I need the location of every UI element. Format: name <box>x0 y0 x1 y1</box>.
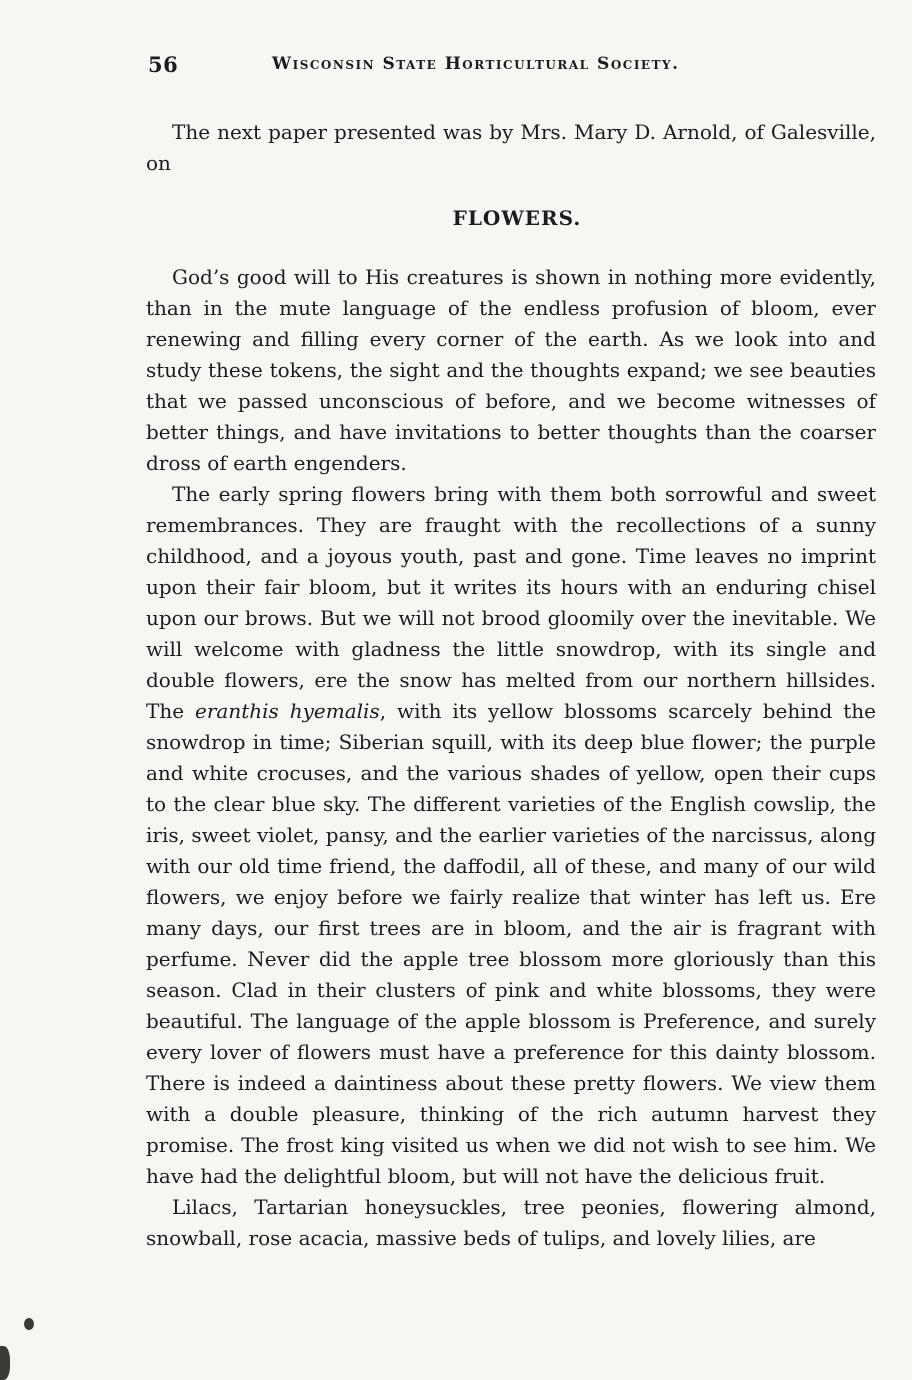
running-head <box>148 52 776 82</box>
section-title: FLOWERS. <box>452 206 582 230</box>
ink-edge-mark <box>0 1346 10 1380</box>
paragraph-2-italic-term: eranthis hyemalis <box>195 699 380 723</box>
paragraph-1: God’s good will to His creatures is shown in nothing more evidently, than in the mute language of the endless profusion of bloom, ever renewing and filling every corner of the earth. As we look into and study these tokens, the sight and the thoughts expand; we see beauties that we passed unconscious of before, and we become witnesses of better things, and have invitations to better thoughts than the coarser dross of earth engenders. <box>146 265 876 475</box>
ink-blot-mark <box>24 1318 34 1330</box>
paragraph-2 <box>146 479 876 1192</box>
intro-paragraph: The next paper presented was by Mrs. Mary D. Arnold, of Galesville, on <box>146 120 876 175</box>
article-body <box>146 117 876 1254</box>
paragraph-3: Lilacs, Tartarian honeysuckles, tree peonies, flowering almond, snowball, rose acacia, massive beds of tulips, and lovely lilies, are <box>146 1195 876 1250</box>
paragraph-2-text-after: , with its yellow blossoms scarcely behind the snowdrop in time; Siberian squill, with its deep blue flower; the purple and white crocuses, and the various shades of yellow, open their cups to the clear blue sky. The different varieties of the English cowslip, the iris, sweet violet, pansy, and the earlier varieties of the narcissus, along with our old time friend, the daffodil, all of these, and many of our wild flowers, we enjoy before we fairly realize that winter has left us. Ere many days, our first trees are in bloom, and the air is fragrant with perfume. Never did the apple tree blossom more gloriously than this season. Clad in their clusters of pink and white blossoms, they were beautiful. The language of the apple blossom is Preference, and surely every lover of flowers must have a preference for this dainty blossom. There is indeed a daintiness about these pretty flowers. We view them with a double pleasure, thinking of the rich autumn harvest they promise. The frost king visited us when we did not wish to see him. We have had the delightful bloom, but will not have the delicious fruit. <box>146 699 877 1188</box>
running-head-title: Wisconsin State Horticultural Society. <box>272 54 680 74</box>
paragraph-2-text-before: The early spring flowers bring with them both sorrowful and sweet remembrances. They are fraught with the recollections of a sunny childhood, and a joyous youth, past and gone. Time leaves no imprint upon their fair bloom, but it writes its hours with an enduring chisel upon our brows. But we will not brood gloomily over the inevitable. We will welcome with gladness the little snowdrop, with its single and double flowers, ere the snow has melted from our northern hillsides. The <box>146 482 876 723</box>
page-number: 56 <box>148 52 179 77</box>
